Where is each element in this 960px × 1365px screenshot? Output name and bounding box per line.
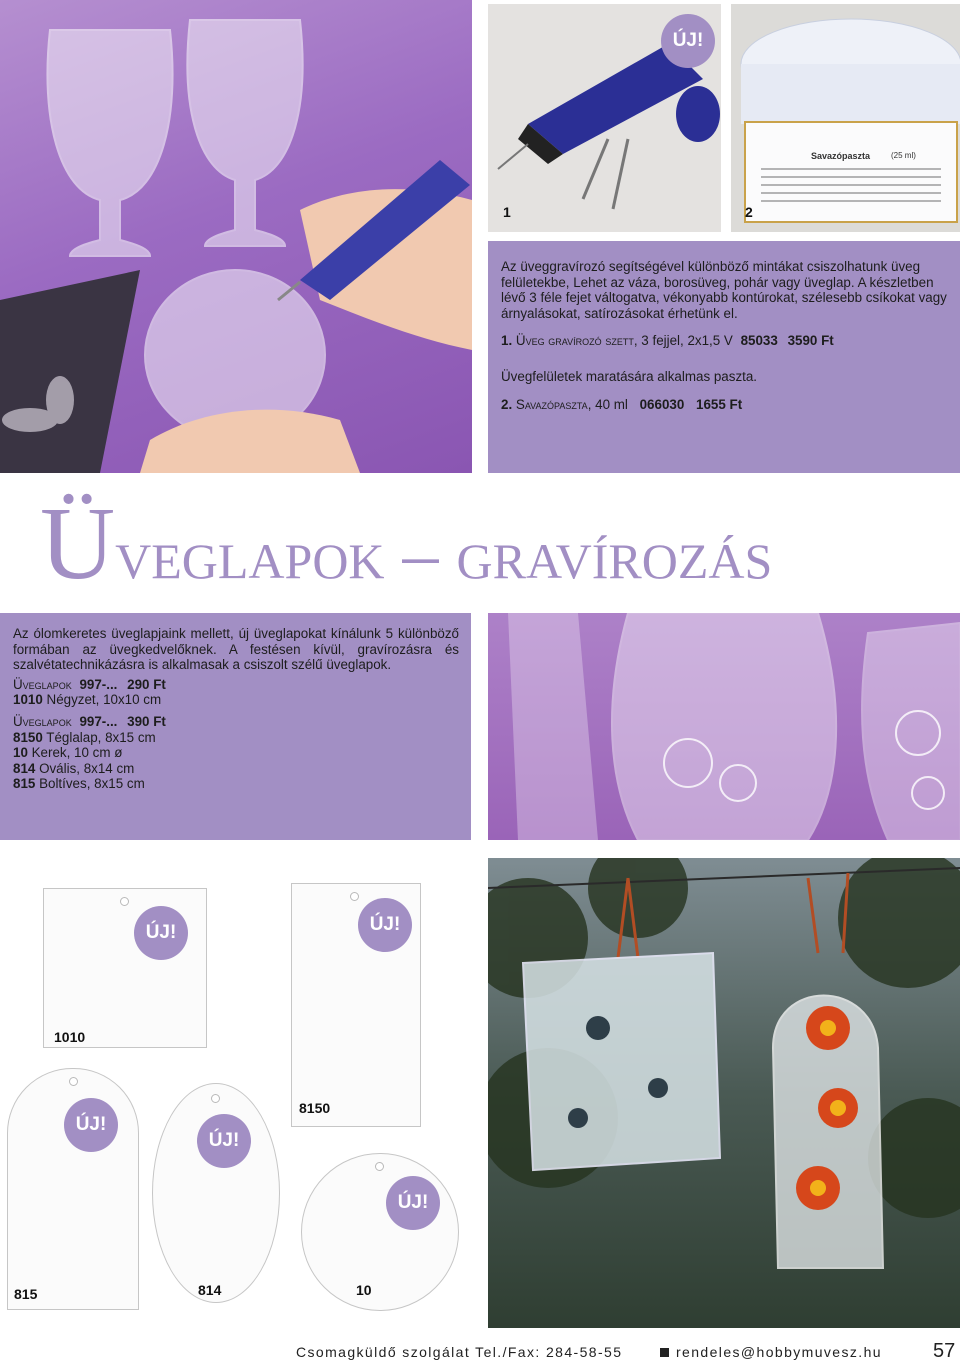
item1-name: Üveg gravírozó szett (515, 333, 634, 349)
new-badge: ÚJ! (661, 14, 715, 68)
plate-item-814 (13, 761, 459, 777)
new-badge-oval: ÚJ! (197, 1114, 251, 1168)
footer-separator-square (660, 1348, 669, 1357)
item2-name: Savazópaszta (515, 396, 588, 412)
paste-jar-photo (731, 4, 960, 232)
title-rest: veglapok – gravírozás (115, 514, 773, 594)
plates-group-1 (13, 677, 459, 693)
painted-plates-photo (488, 858, 960, 1328)
engraving-photo (0, 0, 472, 473)
engraved-glasses-photo (488, 613, 960, 840)
plate-code-round: 10 (356, 1282, 372, 1298)
group2-price: 390 Ft (127, 713, 166, 729)
new-badge-square: ÚJ! (134, 906, 188, 960)
new-badge-rect: ÚJ! (358, 898, 412, 952)
plate-item-code: 815 (13, 776, 36, 792)
plate-code-arch: 815 (14, 1286, 38, 1302)
photo-number-2: 2 (745, 204, 753, 220)
item-engraver-set (501, 333, 948, 349)
jar-label-size: (25 ml) (891, 151, 916, 160)
item1-num: 1. (501, 333, 513, 349)
group1-code: 997-... (79, 676, 118, 692)
engraving-info-box (488, 241, 960, 473)
new-badge-round: ÚJ! (386, 1176, 440, 1230)
footer-email[interactable]: rendeles@hobbymuvesz.hu (676, 1344, 882, 1360)
plate-item-1010 (13, 692, 459, 708)
plate-item-desc: Ovális, 8x14 cm (35, 760, 135, 776)
page-number: 57 (933, 1340, 956, 1362)
paste-jar-image (731, 4, 960, 232)
plate-item-code: 8150 (13, 729, 43, 745)
item-paste (501, 397, 948, 413)
plate-code-oval: 814 (198, 1282, 222, 1298)
round-plate (301, 1153, 459, 1311)
group1-name: Üveglapok (13, 676, 72, 692)
item1-code: 85033 (740, 333, 778, 349)
item2-price: 1655 Ft (696, 396, 743, 412)
square-plate (43, 888, 207, 1048)
page-title (40, 486, 940, 624)
footer (0, 1342, 960, 1364)
plate-hole (69, 1077, 78, 1086)
plate-item-10 (13, 745, 459, 761)
engraving-intro: Az üveggravírozó segítségével különböző mintákat csiszolhatunk üveg felületekbe, Lehet az váza, borosüveg, pohár vagy üveglap. A készletben lévő 3 féle fejet váltogatva, vékonyabb kontúrokat, szélesebb csíkokat vagy árnyalásokat, satírozásokat érhetünk el. (501, 259, 947, 321)
footer-service: Csomagküldő szolgálat Tel./Fax: 284-58-55 (296, 1344, 623, 1360)
plates-group-2 (13, 714, 459, 730)
plate-item-8150 (13, 730, 459, 746)
item1-desc: , 3 fejjel, 2x1,5 V (633, 333, 733, 349)
painted-plates-image (488, 858, 960, 1328)
engraving-scene (0, 0, 472, 473)
plate-item-desc: Téglalap, 8x15 cm (42, 729, 156, 745)
photo-number-1: 1 (503, 204, 511, 220)
plate-item-code: 1010 (13, 692, 43, 708)
paste-desc: Üvegfelületek maratására alkalmas paszta. (501, 368, 758, 384)
plates-info-box (0, 613, 471, 840)
item1-price: 3590 Ft (787, 333, 834, 349)
plate-item-815 (13, 776, 459, 792)
plate-item-code: 814 (13, 760, 36, 776)
group2-code: 997-... (79, 713, 118, 729)
group2-name: Üveglapok (13, 713, 72, 729)
engraver-set-photo (488, 4, 721, 232)
jar-label-title: Savazópaszta (811, 151, 871, 161)
engraved-glasses-image (488, 613, 960, 840)
plate-item-desc: Boltíves, 8x15 cm (35, 776, 145, 792)
plate-code-rect: 8150 (299, 1100, 331, 1116)
glass-plates-panel (0, 858, 478, 1328)
plate-item-desc: Négyzet, 10x10 cm (42, 692, 162, 708)
item2-desc: , 40 ml (587, 396, 628, 412)
plate-hole (120, 897, 129, 906)
new-badge-arch: ÚJ! (64, 1098, 118, 1152)
plate-code-square: 1010 (54, 1029, 86, 1045)
plate-item-code: 10 (13, 745, 28, 761)
group1-price: 290 Ft (127, 676, 166, 692)
plate-hole (350, 892, 359, 901)
plate-item-desc: Kerek, 10 cm ø (27, 745, 123, 761)
plates-intro: Az ólomkeretes üveglapjaink mellett, új üveglapokat kínálunk 5 különböző formában az üvegkedvelőknek. A festésen kívül, gravírozásra és szalvétatechnikázásra is alkalmasak a csiszolt szélű üveglapok. (13, 626, 459, 673)
item2-num: 2. (501, 396, 513, 412)
item2-code: 066030 (639, 396, 685, 412)
plate-hole (375, 1162, 384, 1171)
plate-hole (211, 1094, 220, 1103)
title-initial: Ü (40, 486, 116, 601)
